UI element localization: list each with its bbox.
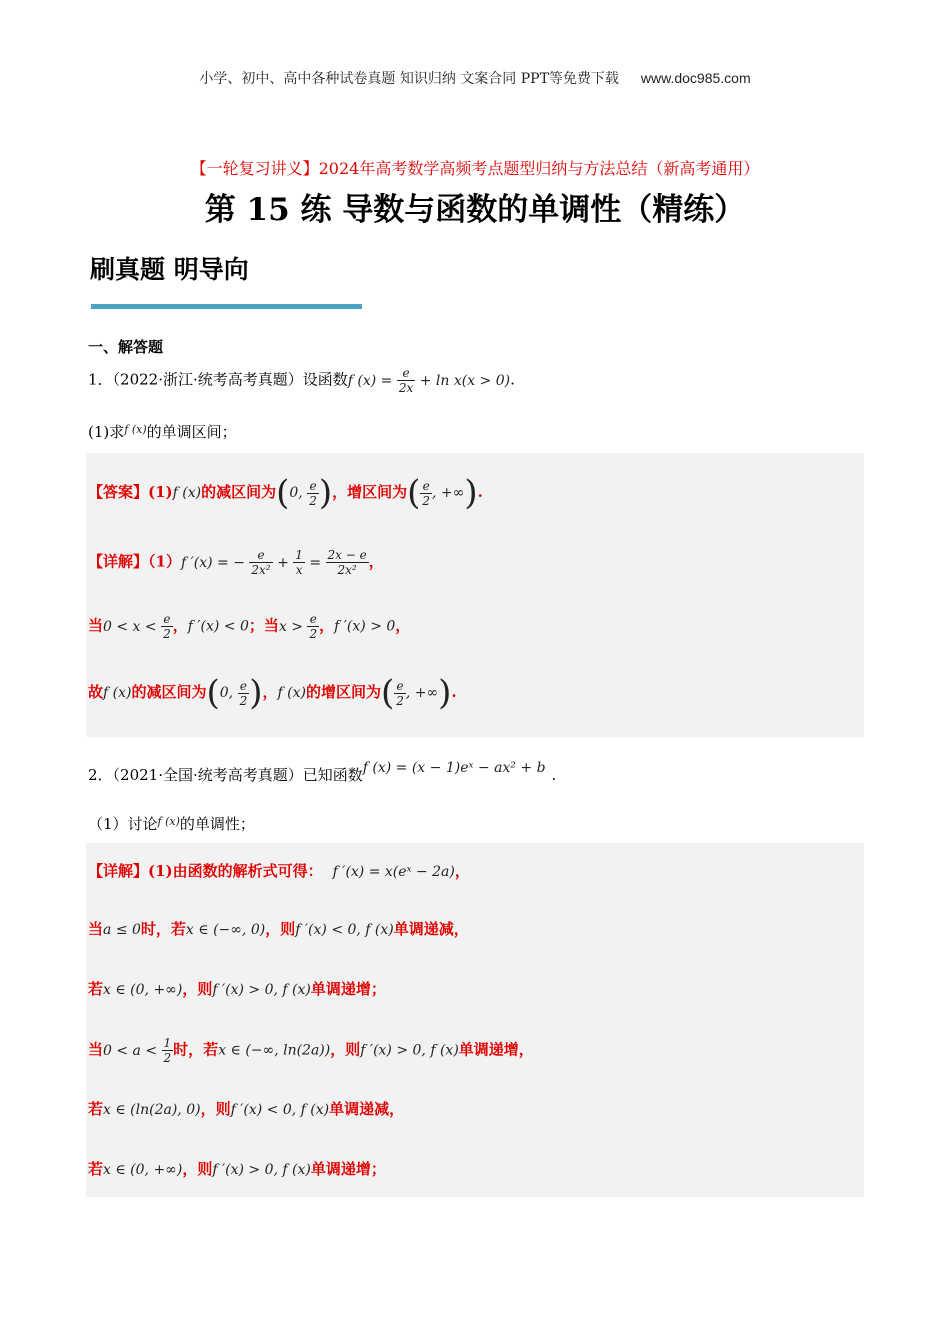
q2-detail-6: 若x ∈ (0, +∞)，则f ′(x) > 0, f (x)单调递增； bbox=[88, 1160, 386, 1178]
q2-part1: （1）讨论$^{f (x)}$的单调性； bbox=[88, 815, 255, 833]
site-header bbox=[0, 68, 950, 88]
q1-detail-3: 故f (x)的减区间为(0, $\frac{e}{2}$ )，f (x)的增区间为( $\frac{e}{2}$ , +∞). bbox=[88, 673, 457, 713]
q1-stem: 1．（2022·浙江·统考高考真题）设函数f (x) = $\frac{e}{2x}$ + ln x(x > 0). bbox=[88, 366, 515, 395]
q2-detail-4: 当0 < a < $\frac{1}{2}$ 时，若x ∈ (−∞, ln(2a))，则f ′(x) > 0, f (x)单调递增， bbox=[88, 1036, 534, 1065]
q2-formula: f (x) = (x − 1)eˣ − ax² + b bbox=[362, 760, 546, 776]
q2-detail-5: 若x ∈ (ln(2a), 0)，则f ′(x) < 0, f (x)单调递减， bbox=[88, 1100, 405, 1118]
q1-formula: f (x) = $\frac{e}{2x}$ + ln x(x > 0) bbox=[347, 366, 511, 395]
page-title: 第 15 练 导数与函数的单调性（精练） bbox=[204, 192, 746, 228]
header-url[interactable]: www.doc985.com bbox=[640, 70, 751, 86]
section-heading: 一、解答题 bbox=[88, 338, 164, 356]
q1-answer: 【答案】(1)f (x)的减区间为(0, $\frac{e}{2}$ )，增区间为( $\frac{e}{2}$ , +∞). bbox=[88, 473, 483, 513]
subtitle-underline bbox=[91, 304, 362, 309]
q2-detail-2: 当a ≤ 0时，若x ∈ (−∞, 0)，则f ′(x) < 0, f (x)单调递减， bbox=[88, 920, 469, 938]
section-subtitle: 刷真题 明导向 bbox=[90, 255, 249, 284]
q2-detail-1: 【详解】(1)由函数的解析式可得： f ′(x) = x(eˣ − 2a)， bbox=[88, 862, 470, 880]
q2-solution-box bbox=[86, 843, 864, 1197]
q2-detail-3: 若x ∈ (0, +∞)，则f ′(x) > 0, f (x)单调递增； bbox=[88, 980, 386, 998]
series-title: 【一轮复习讲义】2024年高考数学高频考点题型归纳与方法总结（新高考通用） bbox=[190, 159, 760, 178]
q1-detail-1: 【详解】（1）f ′(x) = − $\frac{e}{\text{2x²}}$ + $\frac{1}{x}$ = $\frac{2x - e}{\text{2x²}}$ ， bbox=[88, 548, 384, 577]
q1-detail-2: 当0 < x < $\frac{e}{2}$ ，f ′(x) < 0；当x > $\frac{e}{2}$ ，f ′(x) > 0， bbox=[88, 612, 411, 641]
q2-stem: 2．（2021·全国·统考高考真题）已知函数f (x) = (x − 1)eˣ − ax² + b . bbox=[88, 760, 557, 784]
q1-part1: (1)求$^{f (x)}$的单调区间； bbox=[88, 423, 237, 441]
header-text: 小学、初中、高中各种试卷真题 知识归纳 文案合同 PPT等免费下载 bbox=[199, 71, 619, 87]
